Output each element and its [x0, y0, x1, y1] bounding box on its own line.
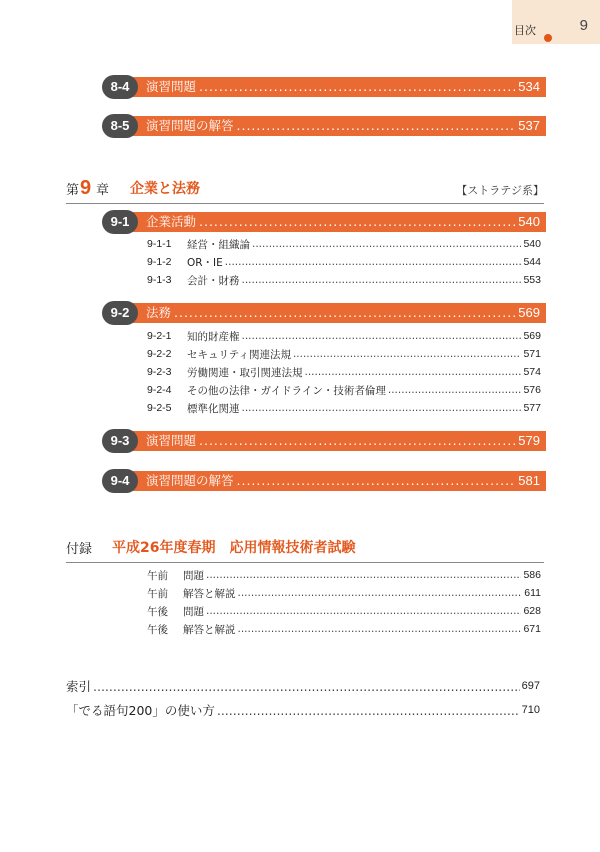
- section-badge: 8-4: [102, 75, 138, 99]
- section-bar-8-4[interactable]: [108, 77, 546, 97]
- appendix-part: 午前: [147, 569, 168, 582]
- section-page: 537: [518, 118, 540, 133]
- appendix-part: 午後: [147, 623, 168, 636]
- extra-title: 「でる語句200」の使い方: [66, 703, 215, 718]
- toc-label: 目次: [514, 24, 536, 37]
- leader-dots: [242, 330, 522, 342]
- appendix-entry-title: 問題: [183, 605, 204, 618]
- leader-dots: [93, 679, 520, 694]
- leader-dots: [199, 212, 515, 232]
- entry-title: 会計・財務: [187, 274, 240, 287]
- section-title: 演習問題の解答: [146, 473, 234, 488]
- index-title: 索引: [66, 679, 92, 694]
- section-bar-9-2[interactable]: [108, 303, 546, 323]
- entry-title: その他の法律・ガイドライン・技術者倫理: [187, 384, 386, 397]
- section-page: 581: [518, 473, 540, 488]
- extra-page: 710: [521, 704, 540, 716]
- entry-page: 540: [523, 238, 541, 250]
- chapter-heading: [66, 178, 544, 200]
- appendix-entry-page: 611: [524, 587, 541, 599]
- chapter-suffix: 章: [96, 183, 110, 198]
- leader-dots: [217, 703, 520, 718]
- section-badge: 9-1: [102, 210, 138, 234]
- entry-title: 標準化関連: [187, 402, 240, 415]
- section-bar-9-4[interactable]: [108, 471, 546, 491]
- toc-entry[interactable]: [147, 400, 541, 416]
- leader-dots: [206, 605, 521, 617]
- entry-page: 577: [523, 402, 541, 414]
- appendix-entry[interactable]: [147, 585, 541, 601]
- leader-dots: [206, 569, 521, 581]
- toc-entry[interactable]: [147, 236, 541, 252]
- entry-code: 9-2-5: [147, 402, 172, 414]
- appendix-entry-page: 671: [523, 623, 541, 635]
- entry-title: セキュリティ関連法規: [187, 348, 291, 361]
- appendix-entry-title: 問題: [183, 569, 204, 582]
- appendix-entry-title: 解答と解説: [183, 623, 236, 636]
- appendix-heading: [66, 537, 544, 559]
- section-badge: 9-4: [102, 469, 138, 493]
- appendix-rule: [66, 562, 544, 564]
- section-title: 演習問題: [146, 433, 197, 448]
- entry-code: 9-1-1: [147, 238, 172, 250]
- header-dot: [544, 34, 552, 42]
- section-bar-8-5[interactable]: [108, 116, 546, 136]
- toc-entry[interactable]: [147, 254, 541, 270]
- toc-entry[interactable]: [147, 346, 541, 362]
- leader-dots: [174, 303, 515, 323]
- section-page: 569: [518, 305, 540, 320]
- entry-page: 571: [523, 348, 541, 360]
- page-number: 9: [579, 17, 588, 34]
- leader-dots: [199, 77, 515, 97]
- chapter-title[interactable]: 企業と法務: [130, 181, 200, 197]
- section-page: 579: [518, 433, 540, 448]
- appendix-entry-page: 586: [523, 569, 541, 581]
- section-title: 企業活動: [146, 214, 197, 229]
- appendix-entry[interactable]: [147, 603, 541, 619]
- section-badge: 9-2: [102, 301, 138, 325]
- entry-page: 576: [523, 384, 541, 396]
- section-page: 534: [518, 79, 540, 94]
- entry-code: 9-1-2: [147, 256, 172, 268]
- appendix-entry[interactable]: [147, 621, 541, 637]
- leader-dots: [225, 256, 522, 268]
- toc-entry[interactable]: [147, 272, 541, 288]
- entry-code: 9-2-2: [147, 348, 172, 360]
- section-title: 法務: [146, 305, 172, 320]
- appendix-entry-page: 628: [523, 605, 541, 617]
- appendix-entry[interactable]: [147, 567, 541, 583]
- leader-dots: [305, 366, 522, 378]
- leader-dots: [242, 402, 522, 414]
- entry-page: 574: [523, 366, 541, 378]
- leader-dots: [388, 384, 522, 396]
- toc-entry[interactable]: [147, 382, 541, 398]
- chapter-rule: [66, 203, 544, 205]
- entry-code: 9-2-3: [147, 366, 172, 378]
- toc-entry[interactable]: [147, 364, 541, 380]
- leader-dots: [237, 116, 516, 136]
- entry-page: 569: [523, 330, 541, 342]
- entry-title: 労働関連・取引関連法規: [187, 366, 303, 379]
- chapter-number: 9: [80, 177, 92, 199]
- leader-dots: [238, 587, 523, 599]
- section-bar-9-3[interactable]: [108, 431, 546, 451]
- appendix-title[interactable]: 平成26年度春期 応用情報技術者試験: [112, 540, 356, 556]
- leader-dots: [252, 238, 521, 250]
- leader-dots: [242, 274, 522, 286]
- appendix-part: 午前: [147, 587, 168, 600]
- extra-entry[interactable]: [66, 701, 540, 719]
- section-page: 540: [518, 214, 540, 229]
- section-badge: 9-3: [102, 429, 138, 453]
- toc-entry[interactable]: [147, 328, 541, 344]
- entry-code: 9-1-3: [147, 274, 172, 286]
- entry-page: 544: [523, 256, 541, 268]
- section-title: 演習問題の解答: [146, 118, 234, 133]
- entry-title: 知的財産権: [187, 330, 240, 343]
- index-entry[interactable]: [66, 677, 540, 695]
- leader-dots: [237, 471, 516, 491]
- section-title: 演習問題: [146, 79, 197, 94]
- entry-page: 553: [523, 274, 541, 286]
- chapter-prefix: 第: [66, 183, 80, 198]
- leader-dots: [199, 431, 515, 451]
- appendix-part: 午後: [147, 605, 168, 618]
- leader-dots: [293, 348, 522, 360]
- entry-title: 経営・組織論: [187, 238, 250, 251]
- appendix-entry-title: 解答と解説: [183, 587, 236, 600]
- entry-code: 9-2-1: [147, 330, 172, 342]
- index-page: 697: [521, 680, 540, 692]
- entry-code: 9-2-4: [147, 384, 172, 396]
- chapter-category: 【ストラテジ系】: [456, 184, 544, 197]
- leader-dots: [238, 623, 522, 635]
- section-bar-9-1[interactable]: [108, 212, 546, 232]
- entry-title: OR・IE: [187, 256, 223, 269]
- appendix-label: 付録: [66, 542, 93, 557]
- section-badge: 8-5: [102, 114, 138, 138]
